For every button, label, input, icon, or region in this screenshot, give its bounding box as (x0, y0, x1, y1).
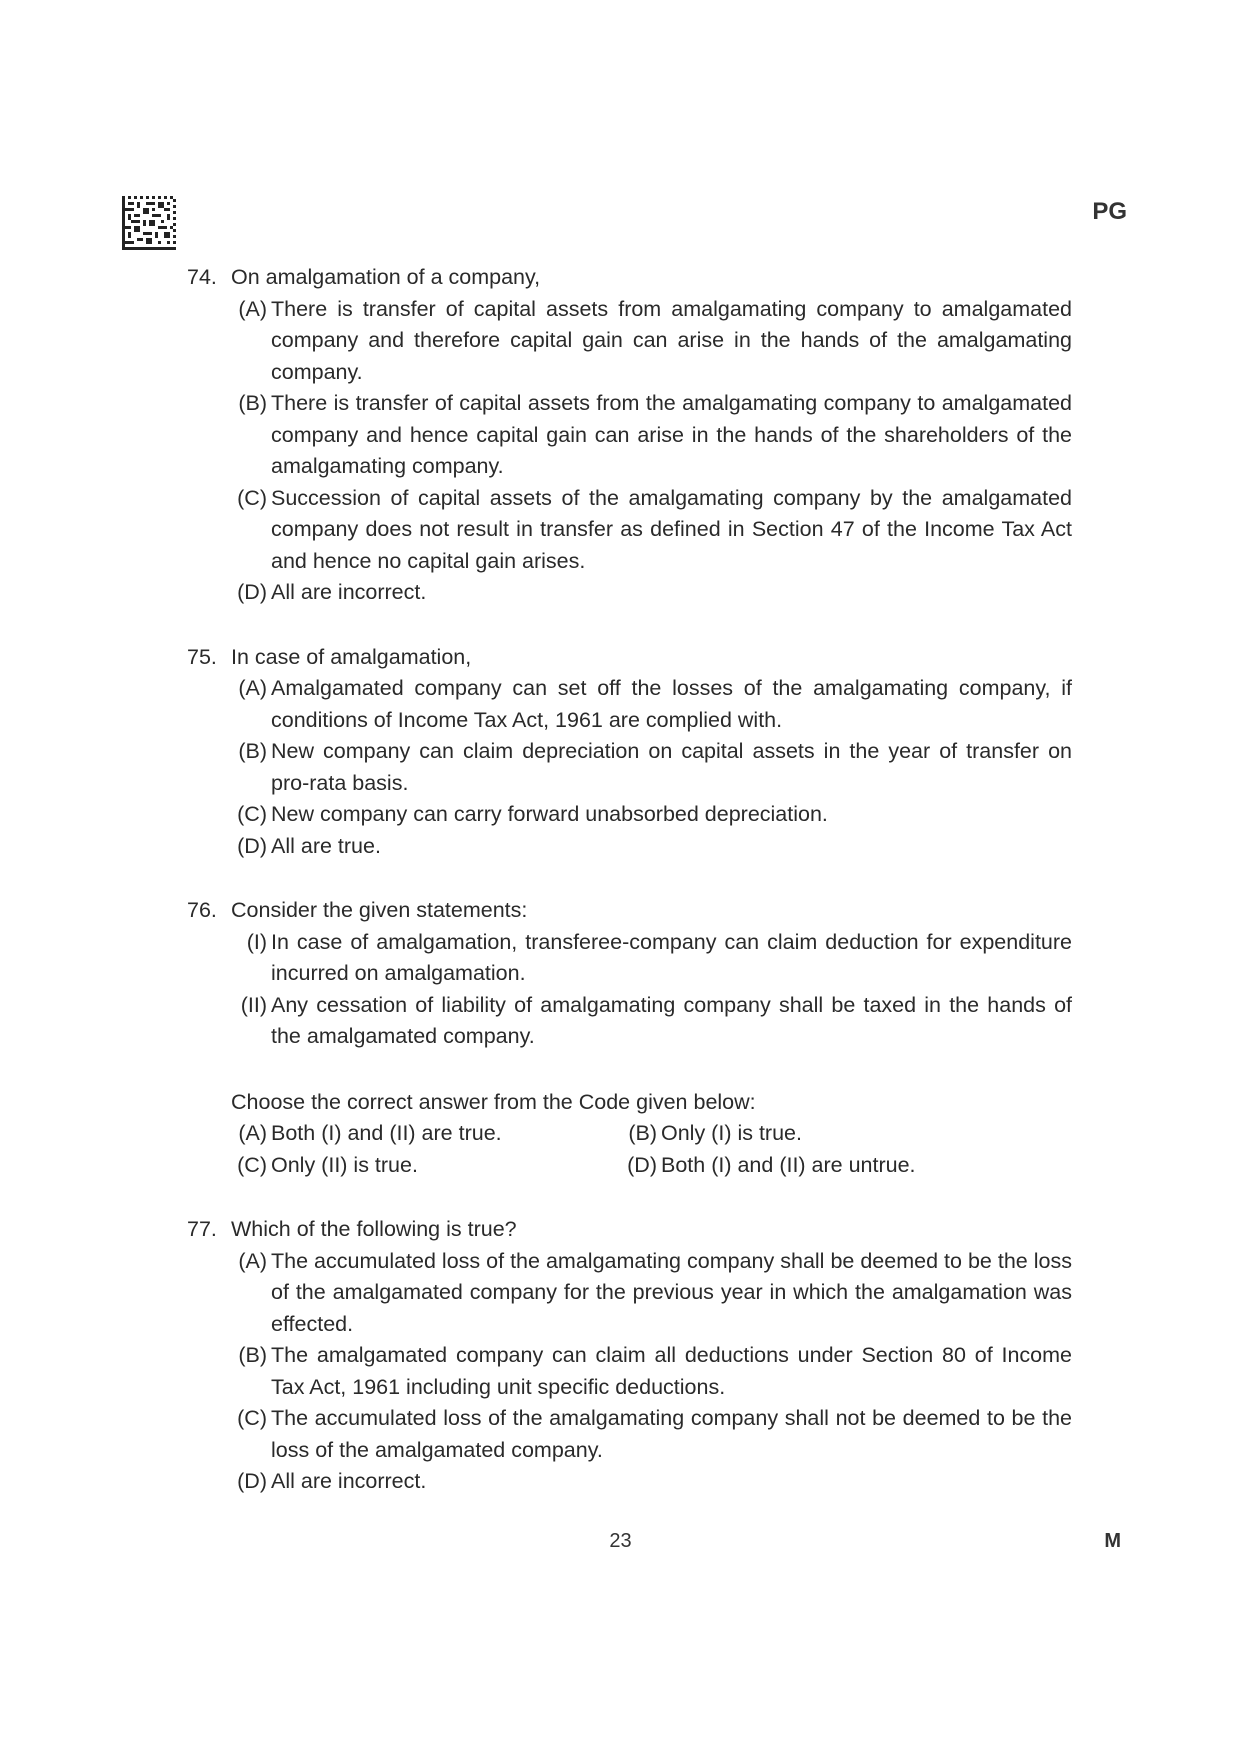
qr-code-icon (122, 196, 176, 250)
question-number: 76. (187, 898, 217, 922)
option-c (227, 483, 1072, 578)
option-b (227, 388, 1072, 483)
option-d (227, 577, 1072, 609)
option-b (617, 1118, 1017, 1150)
option-label: (C) (237, 802, 267, 826)
option-text: There is transfer of capital assets from amalgamating company to amalgamated company and therefore capital gain can arise in the hands of the amalgamating company. (271, 296, 1072, 384)
option-b (227, 736, 1072, 799)
option-text: The amalgamated company can claim all deductions under Section 80 of Income Tax Act, 1961 including unit specific deductions. (271, 1343, 1072, 1399)
question-77 (187, 1214, 1072, 1498)
statement-label: (I) (246, 929, 267, 954)
question-76 (187, 895, 1072, 1181)
option-text: New company can carry forward unabsorbed depreciation. (271, 802, 828, 826)
option-text: Only (I) is true. (661, 1121, 802, 1145)
statement-label: (II) (240, 992, 267, 1017)
option-b (227, 1340, 1072, 1403)
option-text: All are incorrect. (271, 580, 427, 604)
option-text: All are true. (271, 833, 381, 858)
option-label: (B) (238, 391, 267, 415)
option-label: (C) (237, 485, 267, 510)
code-options (227, 1118, 1072, 1181)
option-text: Both (I) and (II) are untrue. (661, 1152, 916, 1177)
option-text: Succession of capital assets of the amalgamating company by the amalgamated company does not result in transfer as defined in Section 47 of the Income Tax Act and hence no capital gain arises. (271, 485, 1072, 573)
option-label: (B) (628, 1121, 657, 1145)
option-text: There is transfer of capital assets from the amalgamating company to amalgamated company and hence capital gain can arise in the hands of the shareholders of the amalgamating company. (271, 391, 1072, 478)
statement-ii (227, 990, 1072, 1053)
option-a (227, 294, 1072, 389)
option-text: Amalgamated company can set off the losses of the amalgamating company, if conditions of Income Tax Act, 1961 are complied with. (271, 676, 1072, 732)
option-label: (C) (237, 1406, 267, 1430)
option-c (227, 1403, 1072, 1466)
option-label: (A) (238, 1248, 267, 1273)
option-text: The accumulated loss of the amalgamating company shall be deemed to be the loss of the amalgamated company for the previous year in which the amalgamation was effected. (271, 1248, 1072, 1336)
question-75 (187, 642, 1072, 863)
option-label: (A) (238, 1121, 267, 1145)
statement-text: Any cessation of liability of amalgamating company shall be taxed in the hands of the amalgamated company. (271, 992, 1072, 1048)
option-label: (D) (237, 833, 267, 858)
option-d (227, 1466, 1072, 1498)
option-text: All are incorrect. (271, 1469, 427, 1493)
statement-i (227, 927, 1072, 990)
option-a (227, 1118, 617, 1150)
code-instruction: Choose the correct answer from the Code given below: (231, 1089, 756, 1114)
question-number: 75. (187, 644, 217, 669)
statement-text: In case of amalgamation, transferee-company can claim deduction for expenditure incurred on amalgamation. (271, 929, 1072, 985)
option-label: (D) (237, 580, 267, 604)
option-text: Both (I) and (II) are true. (271, 1121, 502, 1145)
page-number: 23 (609, 1530, 632, 1552)
option-label: (B) (238, 739, 267, 763)
option-label: (C) (237, 1152, 267, 1177)
question-list (187, 262, 1072, 1498)
option-c (227, 799, 1072, 831)
question-number: 74. (187, 265, 217, 289)
question-stem: Consider the given statements: (231, 898, 528, 922)
question-74 (187, 262, 1072, 609)
option-a (227, 673, 1072, 736)
option-d (617, 1150, 1017, 1182)
question-stem: In case of amalgamation, (231, 644, 472, 669)
option-c (227, 1150, 617, 1182)
question-stem: Which of the following is true? (231, 1217, 517, 1241)
option-label: (D) (627, 1152, 657, 1177)
question-stem: On amalgamation of a company, (231, 265, 541, 289)
question-number: 77. (187, 1217, 217, 1241)
option-text: New company can claim depreciation on capital assets in the year of transfer on pro-rata basis. (271, 739, 1072, 795)
option-a (227, 1246, 1072, 1341)
option-d (227, 831, 1072, 863)
option-label: (B) (238, 1343, 267, 1367)
series-code: M (1104, 1530, 1121, 1552)
option-label: (A) (238, 676, 267, 700)
paper-code: PG (1092, 198, 1127, 225)
option-label: (A) (238, 296, 267, 321)
option-text: Only (II) is true. (271, 1152, 418, 1177)
option-text: The accumulated loss of the amalgamating company shall not be deemed to be the loss of the amalgamated company. (271, 1406, 1072, 1462)
option-label: (D) (237, 1469, 267, 1493)
